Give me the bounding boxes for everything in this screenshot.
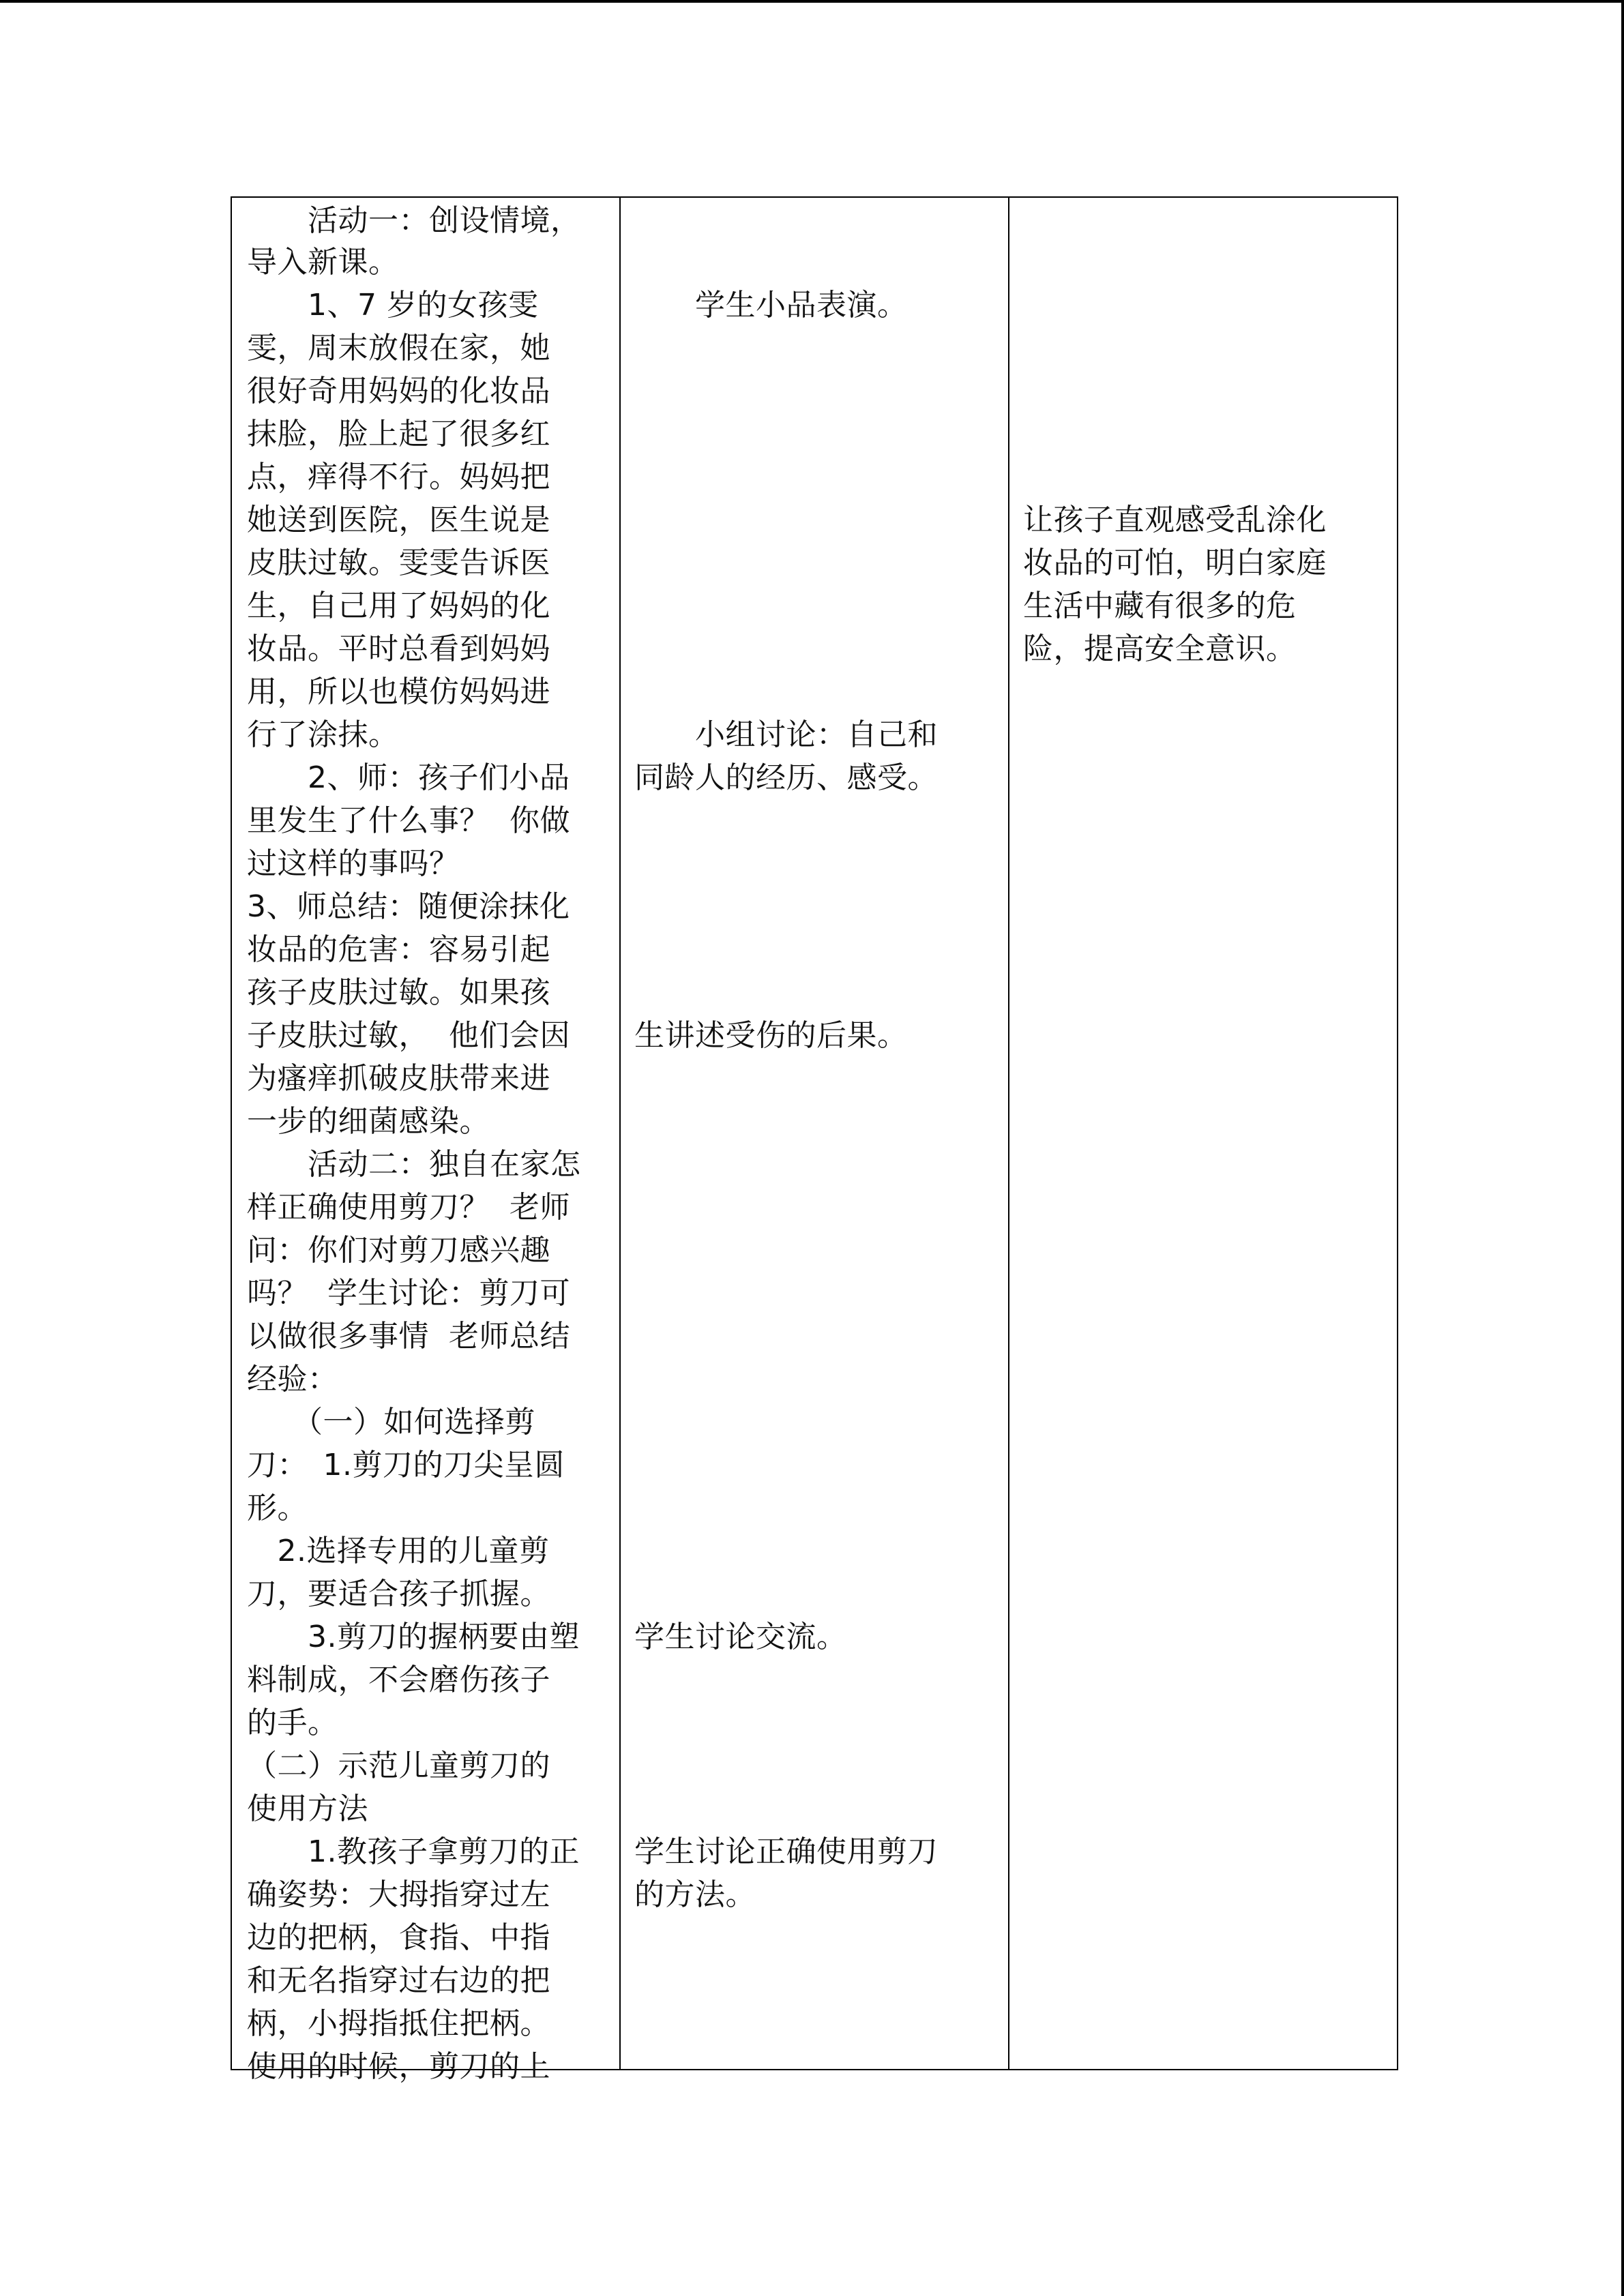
intent-line: 险，提高安全意识。 [1023,631,1297,666]
design-intent-cell [1009,197,1398,2070]
intent-line: 妆品的可怕，明白家庭 [1023,546,1327,580]
col1-line: 3.剪刀的握柄要由塑 [247,1620,580,1654]
col1-line: 很好奇用妈妈的化妆品 [247,374,550,408]
col1-line: 问：你们对剪刀感兴趣 [247,1233,550,1268]
teacher-activity-text [232,198,619,2084]
student-activity-text [621,198,1008,2069]
intent-line: 生活中藏有很多的危 [1023,588,1297,623]
col1-line: 行了涂抹。 [247,717,399,752]
design-intent-text [1009,198,1397,2069]
col1-line: 雯，周末放假在家，她 [247,331,550,366]
col1-line: 形。 [247,1491,308,1525]
col1-line: （二）示范儿童剪刀的 [247,1748,550,1783]
col1-line: 柄，小拇指抵住把柄。 [247,2006,550,2041]
col1-line: 活动一：创设情境， [247,203,581,238]
col1-line: 过这样的事吗？ [247,846,460,881]
page-border-right [1621,0,1624,2296]
student-activity-cell [620,197,1009,2070]
col1-line: （一）如何选择剪 [247,1405,535,1440]
student-block-line: 的方法。 [634,1877,756,1912]
col1-line: 2.选择专用的儿童剪 [247,1534,550,1568]
page-border-top [0,0,1624,3]
col1-line: 活动二：独自在家怎 [247,1147,581,1182]
col1-line: 妆品的危害：容易引起 [247,932,550,967]
table-row [231,197,1398,2070]
col1-line: 的手。 [247,1705,338,1740]
col1-line: 边的把柄，食指、中指 [247,1920,550,1955]
col1-line: 吗？ 学生讨论：剪刀可 [247,1276,570,1311]
col1-line: 刀： 1.剪刀的刀尖呈圆 [247,1448,565,1482]
col1-line: 料制成，不会磨伤孩子 [247,1663,550,1697]
col1-line: 为瘙痒抓破皮肤带来进 [247,1061,550,1096]
student-block-line: 学生讨论正确使用剪刀 [634,1834,938,1869]
col1-line: 样正确使用剪刀？ 老师 [247,1190,570,1225]
col1-line: 1、7 岁的女孩雯 [247,288,539,323]
col1-line: 使用的时候，剪刀的上 [247,2049,550,2084]
col1-line: 经验： [247,1362,338,1397]
col1-line: 刀，要适合孩子抓握。 [247,1577,550,1611]
col1-line: 一步的细菌感染。 [247,1104,490,1139]
col1-line: 抹脸，脸上起了很多红 [247,417,550,451]
lesson-plan-table [231,196,1398,2084]
col1-line: 1.教孩子拿剪刀的正 [247,1834,580,1869]
col1-line: 生，自己用了妈妈的化 [247,588,550,623]
col1-line: 用，所以也模仿妈妈进 [247,674,550,709]
col1-line: 妆品。平时总看到妈妈 [247,631,550,666]
student-block-line: 小组讨论：自己和 [634,717,938,752]
student-block-line: 学生讨论交流。 [634,1620,847,1654]
col1-line: 确姿势：大拇指穿过左 [247,1877,550,1912]
teacher-activity-cell [231,197,620,2084]
student-block-line: 生讲述受伤的后果。 [634,1018,908,1053]
col1-line: 她送到医院，医生说是 [247,503,550,537]
col1-line: 皮肤过敏。雯雯告诉医 [247,546,550,580]
col1-line: 子皮肤过敏， 他们会因 [247,1018,570,1053]
col1-line: 点，痒得不行。妈妈把 [247,460,550,494]
col1-line: 导入新课。 [247,245,399,280]
intent-line: 让孩子直观感受乱涂化 [1023,503,1327,537]
student-block-line: 同龄人的经历、感受。 [634,760,938,795]
col1-line: 2、师：孩子们小品 [247,760,570,795]
col1-line: 以做很多事情 老师总结 [247,1319,570,1354]
col1-line: 和无名指穿过右边的把 [247,1963,550,1998]
student-block-line: 学生小品表演。 [634,288,908,323]
col1-line: 使用方法 [247,1791,368,1826]
col1-line: 3、师总结：随便涂抹化 [247,889,570,924]
col1-line: 里发生了什么事？ 你做 [247,803,570,838]
col1-line: 孩子皮肤过敏。如果孩 [247,975,550,1010]
